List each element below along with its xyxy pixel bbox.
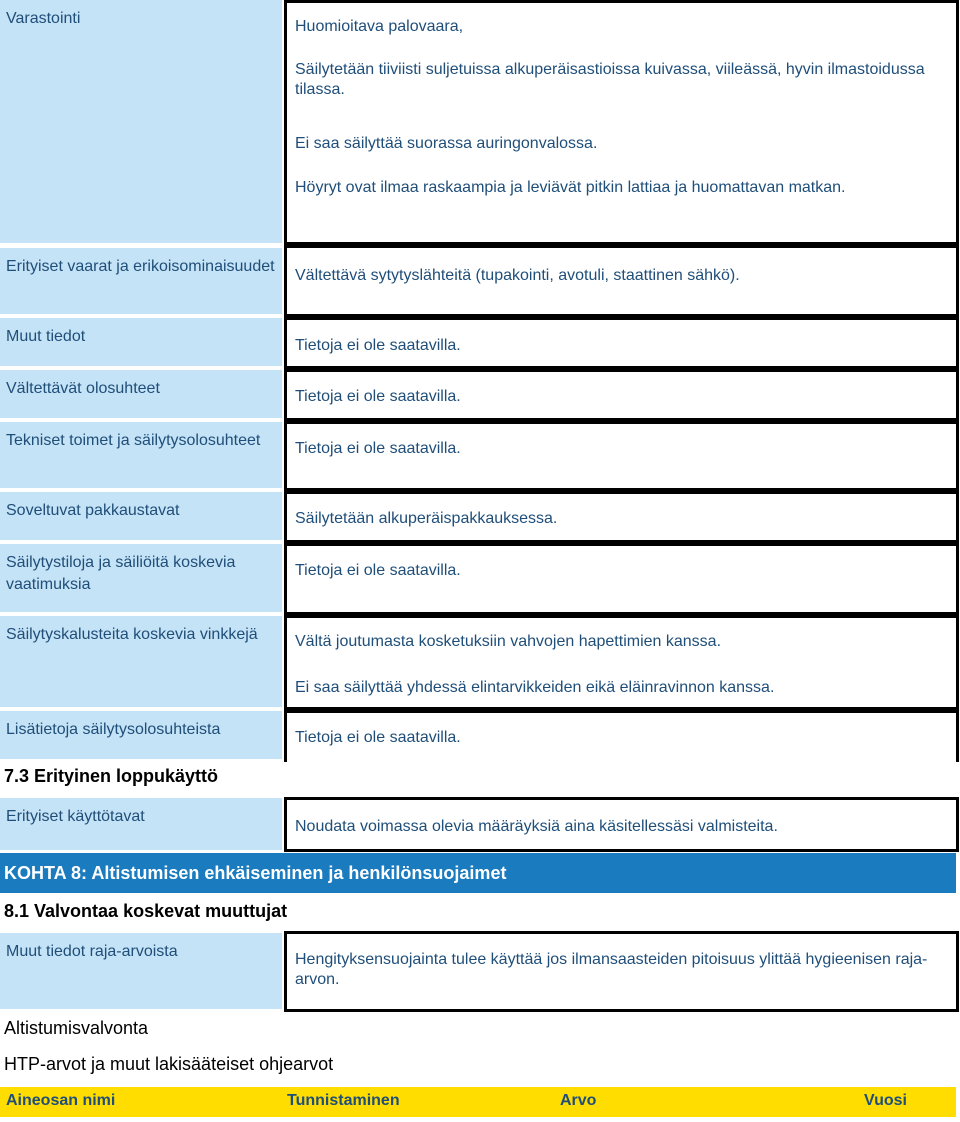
column-header-year: Vuosi <box>864 1092 907 1109</box>
label-text: Lisätietoja säilytysolosuhteista <box>6 721 221 738</box>
label-text: Vältettävät olosuhteet <box>6 380 160 397</box>
row-value-storage-requirements <box>284 543 959 615</box>
row-label-special-hazards <box>0 248 282 314</box>
column-header-identification: Tunnistaminen <box>287 1092 400 1109</box>
label-text: Soveltuvat pakkaustavat <box>6 502 180 519</box>
value-line: Tietoja ei ole saatavilla. <box>295 729 461 746</box>
label-text: Erityiset vaarat ja erikoisominaisuudet <box>6 258 275 275</box>
row-value-storage <box>284 0 959 245</box>
row-label-storage-requirements <box>0 544 282 612</box>
exposure-controls-heading: Altistumisvalvonta <box>4 1018 149 1038</box>
label-text: Tekniset toimet ja säilytysolosuhteet <box>6 432 261 449</box>
row-value-avoid-conditions <box>284 369 959 421</box>
label-text: Säilytyskalusteita koskevia vinkkejä <box>6 626 258 643</box>
row-label-other-info <box>0 318 282 366</box>
row-value-other-info <box>284 317 959 369</box>
row-label-storage-tips <box>0 616 282 707</box>
row-label-storage <box>0 0 282 243</box>
row-label-packaging <box>0 492 282 540</box>
row-value-limit-values <box>284 931 959 1012</box>
row-label-special-uses <box>0 798 282 850</box>
htp-values-heading: HTP-arvot ja muut lakisääteiset ohjearvot <box>4 1054 334 1074</box>
value-line: Vältettävä sytytyslähteitä (tupakointi, avotuli, staattinen sähkö). <box>295 267 740 284</box>
label-text: Muut tiedot <box>6 328 86 345</box>
row-value-special-hazards <box>284 245 959 317</box>
column-header-value: Arvo <box>560 1092 597 1109</box>
row-label-technical-measures <box>0 422 282 488</box>
row-value-packaging <box>284 491 959 543</box>
label-text: Varastointi <box>6 10 81 27</box>
section-8-1-heading: 8.1 Valvontaa koskevat muuttujat <box>4 901 288 921</box>
label-text: Säilytystiloja ja säiliöitä koskevia vaatimuksia <box>6 554 236 593</box>
row-label-avoid-conditions <box>0 370 282 418</box>
value-line: Tietoja ei ole saatavilla. <box>295 562 461 579</box>
value-line: Noudata voimassa olevia määräyksiä aina käsitellessäsi valmisteita. <box>295 818 778 835</box>
label-text: Muut tiedot raja-arvoista <box>6 943 178 960</box>
row-value-additional-info <box>284 710 959 762</box>
section-8-banner: KOHTA 8: Altistumisen ehkäiseminen ja henkilönsuojaimet <box>0 853 956 893</box>
section-7-3-heading: 7.3 Erityinen loppukäyttö <box>4 766 219 786</box>
value-line: Säilytetään alkuperäispakkauksessa. <box>295 510 558 527</box>
value-line: Ei saa säilyttää yhdessä elintarvikkeiden eikä eläinravinnon kanssa. <box>295 679 775 696</box>
value-line: Ei saa säilyttää suorassa auringonvalossa. <box>295 135 598 152</box>
value-line: Tietoja ei ole saatavilla. <box>295 440 461 457</box>
htp-table-header <box>0 1087 956 1117</box>
value-line: Vältä joutumasta kosketuksiin vahvojen hapettimien kanssa. <box>295 633 722 650</box>
value-line: Höyryt ovat ilmaa raskaampia ja leviävät pitkin lattiaa ja huomattavan matkan. <box>295 179 846 196</box>
value-line: Hengityksensuojainta tulee käyttää jos ilmansaasteiden pitoisuus ylittää hygieenisen raja-arvon. <box>295 951 928 988</box>
value-line: Tietoja ei ole saatavilla. <box>295 388 461 405</box>
value-line: Säilytetään tiiviisti suljetuissa alkuperäisastioissa kuivassa, viileässä, hyvin ilmastoidussa tilassa. <box>295 61 925 98</box>
row-value-storage-tips <box>284 615 959 710</box>
label-text: Erityiset käyttötavat <box>6 808 145 825</box>
row-label-limit-values <box>0 933 282 1009</box>
row-value-special-uses <box>284 797 959 852</box>
value-line: Huomioitava palovaara, <box>295 18 464 35</box>
value-line: Tietoja ei ole saatavilla. <box>295 337 461 354</box>
row-value-technical-measures <box>284 421 959 491</box>
column-header-substance: Aineosan nimi <box>6 1092 116 1109</box>
row-label-additional-info <box>0 711 282 759</box>
